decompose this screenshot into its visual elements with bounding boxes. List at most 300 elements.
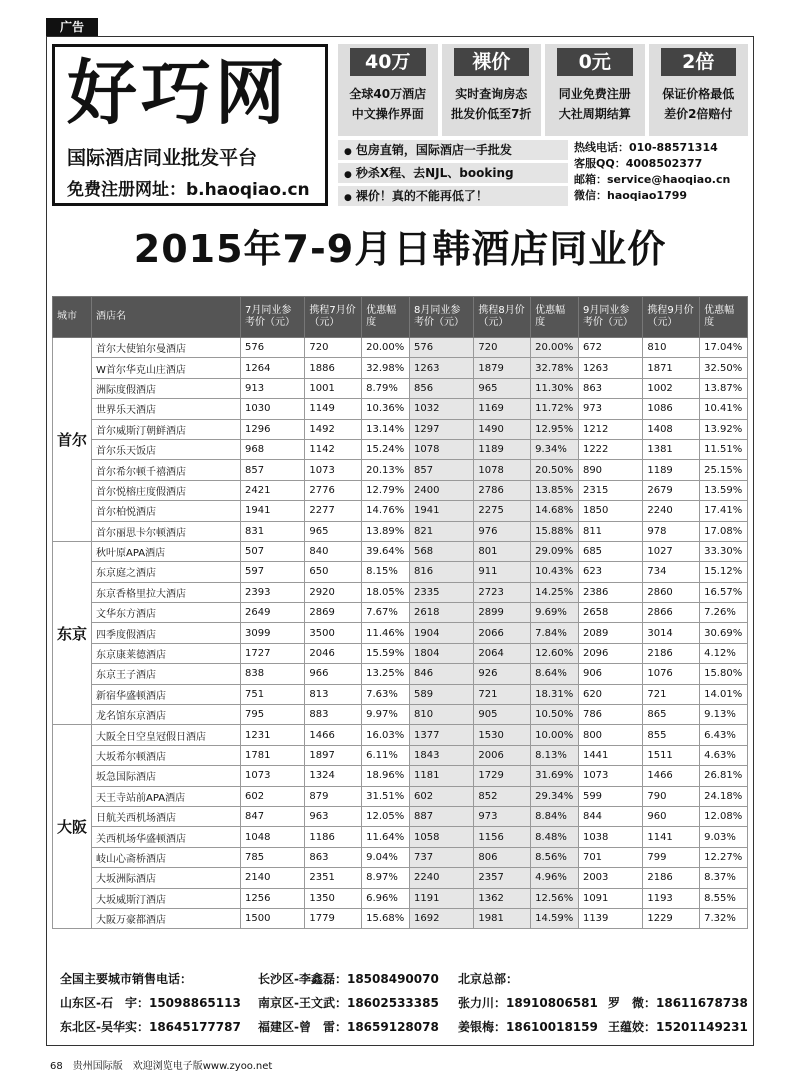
price-cell: 1229 (643, 908, 700, 928)
col-header: 优惠幅度 (531, 297, 579, 338)
price-cell: 15.12% (700, 562, 748, 582)
price-cell: 15.80% (700, 664, 748, 684)
price-cell: 8.15% (362, 562, 410, 582)
price-cell: 2400 (409, 480, 473, 500)
price-cell: 720 (474, 338, 531, 358)
price-cell: 1078 (409, 439, 473, 459)
feature-box (442, 44, 542, 136)
table-header-row (53, 297, 748, 338)
price-cell: 863 (578, 378, 642, 398)
price-cell: 2658 (578, 603, 642, 623)
price-cell: 1850 (578, 501, 642, 521)
price-cell: 852 (474, 786, 531, 806)
table-row (53, 847, 748, 867)
price-cell: 650 (305, 562, 362, 582)
price-cell: 12.95% (531, 419, 579, 439)
price-cell: 29.34% (531, 786, 579, 806)
price-cell: 15.88% (531, 521, 579, 541)
col-header: 7月同业参考价（元） (241, 297, 305, 338)
hotel-name-cell: 关西机场华盛顿酒店 (92, 827, 241, 847)
price-cell: 968 (241, 439, 305, 459)
price-cell: 597 (241, 562, 305, 582)
feature-body (442, 84, 542, 124)
col-header: 携程8月价（元） (474, 297, 531, 338)
price-cell: 12.27% (700, 847, 748, 867)
col-header: 9月同业参考价（元） (578, 297, 642, 338)
price-cell: 7.32% (700, 908, 748, 928)
price-cell: 1181 (409, 766, 473, 786)
price-cell: 14.68% (531, 501, 579, 521)
price-cell: 4.63% (700, 745, 748, 765)
price-cell: 8.56% (531, 847, 579, 867)
price-cell: 11.72% (531, 399, 579, 419)
hotel-name-cell: 大阪全日空皇冠假日酒店 (92, 725, 241, 745)
city-cell: 大阪 (53, 725, 92, 929)
price-cell: 978 (643, 521, 700, 541)
price-cell: 1086 (643, 399, 700, 419)
logo-url: 免费注册网址：b.haoqiao.cn (67, 180, 310, 200)
price-cell: 1169 (474, 399, 531, 419)
price-cell: 1871 (643, 358, 700, 378)
price-cell: 966 (305, 664, 362, 684)
price-cell: 4.12% (700, 643, 748, 663)
price-cell: 2860 (643, 582, 700, 602)
price-cell: 11.51% (700, 439, 748, 459)
price-cell: 883 (305, 705, 362, 725)
price-cell: 801 (474, 541, 531, 561)
price-cell: 29.09% (531, 541, 579, 561)
price-cell: 1001 (305, 378, 362, 398)
table-row (53, 643, 748, 663)
price-cell: 26.81% (700, 766, 748, 786)
price-cell: 2421 (241, 480, 305, 500)
price-cell: 1256 (241, 888, 305, 908)
table-row (53, 521, 748, 541)
price-cell: 838 (241, 664, 305, 684)
price-cell: 965 (474, 378, 531, 398)
price-cell: 2866 (643, 603, 700, 623)
price-cell: 2006 (474, 745, 531, 765)
price-cell: 1073 (241, 766, 305, 786)
price-cell: 32.98% (362, 358, 410, 378)
hotel-name-cell: 大阪万豪都酒店 (92, 908, 241, 928)
col-header: 携程7月价（元） (305, 297, 362, 338)
hotel-name-cell: 首尔希尔顿千禧酒店 (92, 460, 241, 480)
price-cell: 12.60% (531, 643, 579, 663)
price-cell: 865 (643, 705, 700, 725)
price-cell: 2277 (305, 501, 362, 521)
price-cell: 2140 (241, 868, 305, 888)
table-row (53, 460, 748, 480)
price-cell: 589 (409, 684, 473, 704)
price-cell: 1511 (643, 745, 700, 765)
price-cell: 1189 (474, 439, 531, 459)
price-cell: 17.08% (700, 521, 748, 541)
price-cell: 790 (643, 786, 700, 806)
price-cell: 13.87% (700, 378, 748, 398)
price-cell: 10.00% (531, 725, 579, 745)
hotel-name-cell: 首尔悦榕庄度假酒店 (92, 480, 241, 500)
price-cell: 1058 (409, 827, 473, 847)
price-cell: 1141 (643, 827, 700, 847)
price-cell: 1781 (241, 745, 305, 765)
price-cell: 1149 (305, 399, 362, 419)
price-cell: 11.30% (531, 378, 579, 398)
table-body (53, 338, 748, 929)
contact-zhang: 张力川：18910806581 (458, 996, 598, 1010)
price-cell: 24.18% (700, 786, 748, 806)
price-cell: 857 (241, 460, 305, 480)
price-cell: 12.56% (531, 888, 579, 908)
price-cell: 1941 (241, 501, 305, 521)
col-header: 8月同业参考价（元） (409, 297, 473, 338)
price-cell: 1904 (409, 623, 473, 643)
feature-line: 差价2倍赔付 (664, 107, 733, 121)
price-cell: 1897 (305, 745, 362, 765)
price-cell: 831 (241, 521, 305, 541)
price-cell: 813 (305, 684, 362, 704)
feature-box (338, 44, 438, 136)
feature-line: 保证价格最低 (662, 87, 735, 101)
price-cell: 9.34% (531, 439, 579, 459)
price-cell: 846 (409, 664, 473, 684)
hotel-name-cell: 坂急国际酒店 (92, 766, 241, 786)
bullet-text: 裸价！真的不能再低了！ (355, 189, 488, 203)
table-row (53, 868, 748, 888)
hotel-name-cell: 洲际度假酒店 (92, 378, 241, 398)
price-cell: 821 (409, 521, 473, 541)
table-row (53, 827, 748, 847)
bullet-dot-icon: ● (344, 147, 352, 157)
page-footer: 68 贵州国际版 欢迎浏览电子版www.zyoo.net (50, 1061, 273, 1072)
price-cell: 13.89% (362, 521, 410, 541)
table-row (53, 664, 748, 684)
price-cell: 1263 (578, 358, 642, 378)
hotel-name-cell: 首尔威斯汀朝鲜酒店 (92, 419, 241, 439)
price-cell: 2315 (578, 480, 642, 500)
price-cell: 13.14% (362, 419, 410, 439)
price-cell: 8.64% (531, 664, 579, 684)
feature-line: 同业免费注册 (558, 87, 631, 101)
price-cell: 9.03% (700, 827, 748, 847)
price-cell: 17.04% (700, 338, 748, 358)
price-cell: 31.69% (531, 766, 579, 786)
hotel-name-cell: 秋叶原APA酒店 (92, 541, 241, 561)
price-cell: 16.03% (362, 725, 410, 745)
price-cell: 8.13% (531, 745, 579, 765)
price-cell: 1030 (241, 399, 305, 419)
price-cell: 15.68% (362, 908, 410, 928)
hotel-name-cell: 首尔大使铂尔曼酒店 (92, 338, 241, 358)
price-cell: 13.59% (700, 480, 748, 500)
price-cell: 1692 (409, 908, 473, 928)
contact-changsha: 长沙区-李鑫磊：18508490070 (258, 972, 439, 986)
table-row (53, 705, 748, 725)
feature-box (545, 44, 645, 136)
price-cell: 1324 (305, 766, 362, 786)
price-cell: 7.84% (531, 623, 579, 643)
price-cell: 1027 (643, 541, 700, 561)
price-cell: 18.05% (362, 582, 410, 602)
price-cell: 7.26% (700, 603, 748, 623)
price-cell: 39.64% (362, 541, 410, 561)
price-cell: 965 (305, 521, 362, 541)
hotel-name-cell: 东京香格里拉大酒店 (92, 582, 241, 602)
price-cell: 14.59% (531, 908, 579, 928)
price-cell: 576 (409, 338, 473, 358)
price-cell: 13.92% (700, 419, 748, 439)
logo-box (52, 44, 328, 206)
table-row (53, 541, 748, 561)
price-cell: 568 (409, 541, 473, 561)
price-cell: 1264 (241, 358, 305, 378)
table-row (53, 501, 748, 521)
email: 邮箱：service@haoqiao.cn (574, 173, 731, 186)
hotel-name-cell: 天王寺站前APA酒店 (92, 786, 241, 806)
price-cell: 1500 (241, 908, 305, 928)
price-cell: 507 (241, 541, 305, 561)
price-cell: 31.51% (362, 786, 410, 806)
price-cell: 721 (474, 684, 531, 704)
price-cell: 2240 (643, 501, 700, 521)
price-cell: 2064 (474, 643, 531, 663)
table-row (53, 623, 748, 643)
price-cell: 20.13% (362, 460, 410, 480)
price-cell: 8.37% (700, 868, 748, 888)
hotel-name-cell: 四季度假酒店 (92, 623, 241, 643)
bullet-item (338, 140, 568, 160)
price-cell: 1191 (409, 888, 473, 908)
price-cell: 1729 (474, 766, 531, 786)
price-cell: 2240 (409, 868, 473, 888)
price-cell: 2679 (643, 480, 700, 500)
price-cell: 913 (241, 378, 305, 398)
price-cell: 810 (643, 338, 700, 358)
price-cell: 9.04% (362, 847, 410, 867)
price-cell: 8.84% (531, 806, 579, 826)
table-row (53, 378, 748, 398)
col-header: 酒店名 (92, 297, 241, 338)
price-cell: 1222 (578, 439, 642, 459)
hotel-name-cell: 大坂希尔顿酒店 (92, 745, 241, 765)
price-cell: 2096 (578, 643, 642, 663)
price-cell: 1073 (578, 766, 642, 786)
price-cell: 1466 (305, 725, 362, 745)
price-cell: 685 (578, 541, 642, 561)
price-cell: 799 (643, 847, 700, 867)
price-cell: 11.64% (362, 827, 410, 847)
city-cell: 首尔 (53, 338, 92, 542)
price-cell: 1530 (474, 725, 531, 745)
price-cell: 2275 (474, 501, 531, 521)
price-cell: 13.85% (531, 480, 579, 500)
footer-heading: 全国主要城市销售电话： (60, 972, 193, 986)
price-cell: 1350 (305, 888, 362, 908)
price-cell: 1297 (409, 419, 473, 439)
price-cell: 1073 (305, 460, 362, 480)
price-cell: 15.59% (362, 643, 410, 663)
price-cell: 1466 (643, 766, 700, 786)
price-cell: 2046 (305, 643, 362, 663)
feature-body (338, 84, 438, 124)
price-cell: 620 (578, 684, 642, 704)
price-cell: 1193 (643, 888, 700, 908)
hotel-name-cell: 岐山心斋桥酒店 (92, 847, 241, 867)
price-cell: 1879 (474, 358, 531, 378)
bullet-item (338, 186, 568, 206)
feature-line: 全球40万酒店 (349, 87, 427, 101)
price-cell: 844 (578, 806, 642, 826)
table-row (53, 786, 748, 806)
price-cell: 800 (578, 725, 642, 745)
price-cell: 1048 (241, 827, 305, 847)
feature-head: 40万 (350, 48, 426, 76)
contact-fujian: 福建区-曾 雷：18659128078 (258, 1020, 439, 1034)
page-title: 2015年7-9月日韩酒店同业价 (133, 227, 667, 271)
table-row (53, 745, 748, 765)
price-cell: 1263 (409, 358, 473, 378)
price-cell: 2089 (578, 623, 642, 643)
price-cell: 8.97% (362, 868, 410, 888)
price-cell: 973 (578, 399, 642, 419)
price-cell: 2723 (474, 582, 531, 602)
price-cell: 12.05% (362, 806, 410, 826)
contact-wang: 王蕴姣：15201149231 (608, 1020, 748, 1034)
price-cell: 785 (241, 847, 305, 867)
table-row (53, 582, 748, 602)
price-cell: 2393 (241, 582, 305, 602)
price-cell: 10.43% (531, 562, 579, 582)
price-cell: 15.24% (362, 439, 410, 459)
price-cell: 2186 (643, 868, 700, 888)
feature-body (649, 84, 749, 124)
price-cell: 1843 (409, 745, 473, 765)
hotline: 热线电话：010-88571314 (574, 141, 718, 154)
table-row (53, 908, 748, 928)
hotel-name-cell: 大坂洲际酒店 (92, 868, 241, 888)
price-cell: 751 (241, 684, 305, 704)
price-cell: 14.25% (531, 582, 579, 602)
price-cell: 1186 (305, 827, 362, 847)
price-cell: 2899 (474, 603, 531, 623)
price-cell: 11.46% (362, 623, 410, 643)
price-cell: 33.30% (700, 541, 748, 561)
table-row (53, 766, 748, 786)
price-cell: 734 (643, 562, 700, 582)
hotel-name-cell: 龙名馆东京酒店 (92, 705, 241, 725)
price-cell: 1490 (474, 419, 531, 439)
price-cell: 1381 (643, 439, 700, 459)
price-cell: 14.01% (700, 684, 748, 704)
table-row (53, 725, 748, 745)
price-table (52, 296, 748, 929)
price-cell: 2066 (474, 623, 531, 643)
price-cell: 2386 (578, 582, 642, 602)
price-cell: 701 (578, 847, 642, 867)
price-cell: 1492 (305, 419, 362, 439)
bullet-dot-icon: ● (344, 193, 352, 203)
col-header: 优惠幅度 (700, 297, 748, 338)
table-row (53, 888, 748, 908)
price-cell: 25.15% (700, 460, 748, 480)
price-cell: 1779 (305, 908, 362, 928)
ad-tag: 广告 (46, 18, 98, 36)
wechat: 微信：haoqiao1799 (574, 189, 688, 202)
price-cell: 1038 (578, 827, 642, 847)
price-cell: 3014 (643, 623, 700, 643)
hotel-name-cell: 东京王子酒店 (92, 664, 241, 684)
price-cell: 976 (474, 521, 531, 541)
price-cell: 2618 (409, 603, 473, 623)
price-cell: 13.25% (362, 664, 410, 684)
table-row (53, 562, 748, 582)
price-cell: 599 (578, 786, 642, 806)
price-cell: 1032 (409, 399, 473, 419)
hotel-name-cell: 首尔丽思卡尔顿酒店 (92, 521, 241, 541)
price-cell: 2786 (474, 480, 531, 500)
price-cell: 1727 (241, 643, 305, 663)
contact-shandong: 山东区-石 宇：15098865113 (60, 996, 241, 1010)
table-row (53, 806, 748, 826)
price-cell: 720 (305, 338, 362, 358)
price-cell: 1156 (474, 827, 531, 847)
price-cell: 9.69% (531, 603, 579, 623)
price-cell: 6.96% (362, 888, 410, 908)
contact-luo: 罗 微：18611678738 (608, 996, 748, 1010)
price-cell: 1212 (578, 419, 642, 439)
feature-head: 0元 (557, 48, 633, 76)
price-cell: 1408 (643, 419, 700, 439)
hotel-name-cell: 首尔柏悦酒店 (92, 501, 241, 521)
price-cell: 890 (578, 460, 642, 480)
price-cell: 6.43% (700, 725, 748, 745)
feature-head: 2倍 (661, 48, 737, 76)
feature-line: 中文操作界面 (351, 107, 424, 121)
price-cell: 1142 (305, 439, 362, 459)
col-header: 优惠幅度 (362, 297, 410, 338)
price-cell: 623 (578, 562, 642, 582)
price-cell: 906 (578, 664, 642, 684)
price-cell: 1941 (409, 501, 473, 521)
table-row (53, 684, 748, 704)
price-cell: 14.76% (362, 501, 410, 521)
hotel-name-cell: 东京康莱德酒店 (92, 643, 241, 663)
price-cell: 10.50% (531, 705, 579, 725)
price-cell: 10.41% (700, 399, 748, 419)
price-cell: 7.63% (362, 684, 410, 704)
price-cell: 926 (474, 664, 531, 684)
price-cell: 960 (643, 806, 700, 826)
price-cell: 737 (409, 847, 473, 867)
price-cell: 20.00% (362, 338, 410, 358)
price-cell: 2776 (305, 480, 362, 500)
price-cell: 721 (643, 684, 700, 704)
price-cell: 9.97% (362, 705, 410, 725)
feature-line: 实时查询房态 (455, 87, 528, 101)
price-cell: 1804 (409, 643, 473, 663)
price-cell: 905 (474, 705, 531, 725)
bullet-list (338, 140, 568, 206)
price-cell: 1441 (578, 745, 642, 765)
col-header: 城市 (53, 297, 92, 338)
price-cell: 602 (409, 786, 473, 806)
price-cell: 911 (474, 562, 531, 582)
table-row (53, 439, 748, 459)
hotel-name-cell: 世界乐天酒店 (92, 399, 241, 419)
price-cell: 602 (241, 786, 305, 806)
price-cell: 9.13% (700, 705, 748, 725)
hotel-name-cell: W首尔华克山庄酒店 (92, 358, 241, 378)
